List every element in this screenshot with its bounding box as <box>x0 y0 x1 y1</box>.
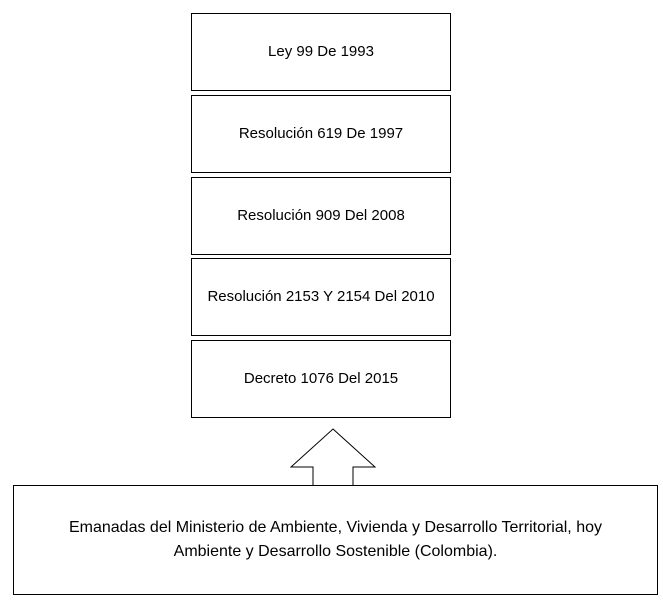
source-box <box>13 485 658 595</box>
norm-box-ley-99 <box>191 13 451 91</box>
norm-box-resolucion-619 <box>191 95 451 173</box>
norm-label: Resolución 2153 Y 2154 Del 2010 <box>207 288 435 305</box>
norm-label: Resolución 909 Del 2008 <box>237 207 405 224</box>
norm-label: Resolución 619 De 1997 <box>238 125 404 142</box>
source-text <box>69 516 602 564</box>
norm-box-resolucion-909 <box>191 177 451 255</box>
up-arrow-icon <box>290 428 376 488</box>
norm-box-decreto-1076 <box>191 340 451 418</box>
norm-label: Decreto 1076 Del 2015 <box>243 370 399 387</box>
norm-box-resolucion-2153-2154 <box>191 258 451 336</box>
source-text-line-1: Emanadas del Ministerio de Ambiente, Vivienda y Desarrollo Territorial, hoy <box>68 519 602 536</box>
source-text-line-2: Ambiente y Desarrollo Sostenible (Colombia). <box>173 543 498 560</box>
norm-label: Ley 99 De 1993 <box>268 43 374 60</box>
